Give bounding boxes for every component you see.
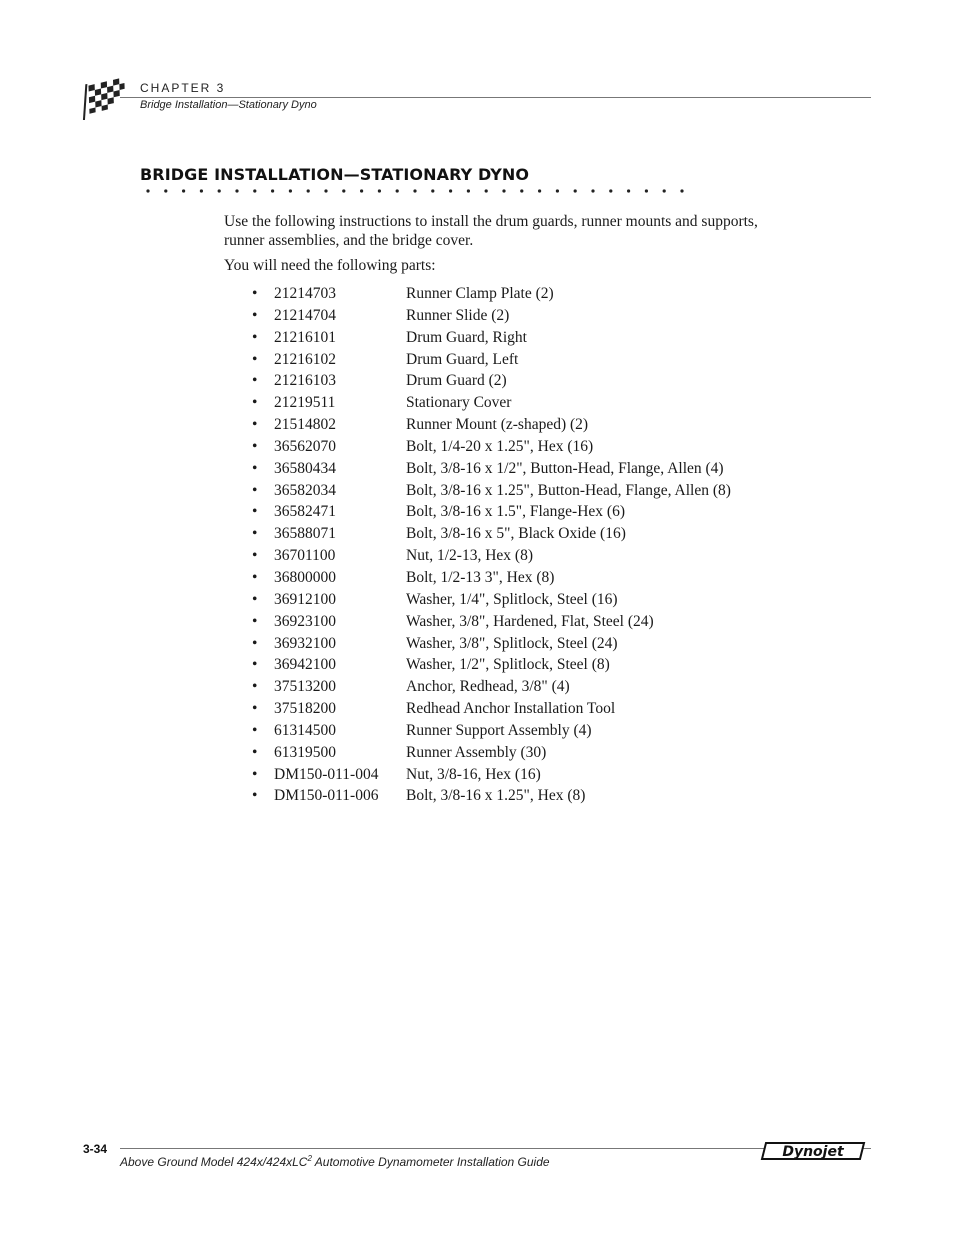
bullet-icon: • xyxy=(252,350,258,368)
part-description: Runner Slide (2) xyxy=(406,306,510,324)
header-subtitle: Bridge Installation—Stationary Dyno xyxy=(140,99,317,111)
part-number: 21514802 xyxy=(274,416,336,434)
part-number: 36923100 xyxy=(274,612,336,630)
part-number: 36800000 xyxy=(274,568,336,586)
part-description: Washer, 3/8", Hardened, Flat, Steel (24) xyxy=(406,612,654,630)
part-number: 36582471 xyxy=(274,503,336,521)
part-description: Washer, 1/2", Splitlock, Steel (8) xyxy=(406,656,610,674)
part-description: Anchor, Redhead, 3/8" (4) xyxy=(406,678,570,696)
part-number: 21214704 xyxy=(274,306,336,324)
part-description: Nut, 1/2-13, Hex (8) xyxy=(406,547,533,565)
part-number: 61314500 xyxy=(274,721,336,739)
brand-name: Dynojet xyxy=(782,1144,844,1160)
part-description: Drum Guard, Right xyxy=(406,328,527,346)
bullet-icon: • xyxy=(252,459,258,477)
part-description: Washer, 3/8", Splitlock, Steel (24) xyxy=(406,634,618,652)
bullet-icon: • xyxy=(252,678,258,696)
footer-rule xyxy=(120,1148,871,1149)
footer-title xyxy=(120,1154,550,1169)
part-number: 36562070 xyxy=(274,437,336,455)
bullet-icon: • xyxy=(252,743,258,761)
part-description: Runner Clamp Plate (2) xyxy=(406,285,554,302)
part-number: 37518200 xyxy=(274,700,336,718)
page-number: 3-34 xyxy=(83,1142,108,1156)
header-rule xyxy=(120,97,871,98)
bullet-icon: • xyxy=(252,306,258,324)
part-description: Bolt, 3/8-16 x 1/2", Button-Head, Flange, Allen (4) xyxy=(406,459,724,477)
part-number: 36932100 xyxy=(274,634,336,652)
part-number: DM150-011-004 xyxy=(274,765,379,783)
bullet-icon: • xyxy=(252,612,258,630)
part-description: Bolt, 3/8-16 x 1.5", Flange-Hex (6) xyxy=(406,503,625,521)
bullet-icon: • xyxy=(252,765,258,783)
bullet-icon: • xyxy=(252,437,258,455)
checkered-flag-icon xyxy=(82,76,132,120)
part-number: 36582034 xyxy=(274,481,336,499)
bullet-icon: • xyxy=(252,547,258,565)
bullet-icon: • xyxy=(252,416,258,434)
part-number: 21219511 xyxy=(274,394,336,412)
bullet-icon: • xyxy=(252,285,258,302)
part-description: Runner Support Assembly (4) xyxy=(406,721,592,739)
bullet-icon: • xyxy=(252,568,258,586)
part-number: 61319500 xyxy=(274,743,336,761)
part-description: Bolt, 3/8-16 x 1.25", Button-Head, Flange, Allen (8) xyxy=(406,481,731,499)
bullet-icon: • xyxy=(252,590,258,608)
part-description: Drum Guard, Left xyxy=(406,350,519,368)
part-number: 36942100 xyxy=(274,656,336,674)
part-number: 36588071 xyxy=(274,525,336,543)
part-description: Bolt, 1/4-20 x 1.25", Hex (16) xyxy=(406,437,594,455)
parts-needed-label: You will need the following parts: xyxy=(224,257,436,274)
bullet-icon: • xyxy=(252,328,258,346)
section-title: BRIDGE INSTALLATION—STATIONARY DYNO xyxy=(140,165,530,184)
part-number: 36701100 xyxy=(274,547,336,565)
dynojet-logo xyxy=(760,1140,866,1162)
part-description: Runner Mount (z-shaped) (2) xyxy=(406,416,589,434)
part-description: Washer, 1/4", Splitlock, Steel (16) xyxy=(406,590,618,608)
bullet-icon: • xyxy=(252,634,258,652)
part-description: Runner Assembly (30) xyxy=(406,743,547,761)
part-description: Bolt, 3/8-16 x 5", Black Oxide (16) xyxy=(406,525,626,543)
bullet-icon: • xyxy=(252,700,258,718)
bullet-icon: • xyxy=(252,525,258,543)
part-description: Nut, 3/8-16, Hex (16) xyxy=(406,765,541,783)
bullet-icon: • xyxy=(252,787,258,805)
part-description: Redhead Anchor Installation Tool xyxy=(406,700,616,718)
part-number: 21216101 xyxy=(274,328,336,346)
footer-title-rest: Automotive Dynamometer Installation Guide xyxy=(311,1155,550,1169)
part-number: 36580434 xyxy=(274,459,336,477)
bullet-icon: • xyxy=(252,656,258,674)
part-number: 21216102 xyxy=(274,350,336,368)
part-number: 37513200 xyxy=(274,678,336,696)
part-number: 36912100 xyxy=(274,590,336,608)
dotted-rule xyxy=(142,180,702,194)
bullet-icon: • xyxy=(252,394,258,412)
footer-title-main: Above Ground Model 424x/424xLC xyxy=(120,1155,308,1169)
intro-paragraph: Use the following instructions to install the drum guards, runner mounts and supports, runner assemblies, and the bridge cover. xyxy=(224,213,758,249)
part-number: DM150-011-006 xyxy=(274,787,379,805)
bullet-icon: • xyxy=(252,503,258,521)
part-description: Drum Guard (2) xyxy=(406,372,507,390)
bullet-icon: • xyxy=(252,481,258,499)
part-description: Stationary Cover xyxy=(406,394,512,412)
footer-title-superscript: 2 xyxy=(307,1154,312,1163)
bullet-icon: • xyxy=(252,372,258,390)
part-number: 21216103 xyxy=(274,372,336,390)
part-number: 21214703 xyxy=(274,285,336,302)
chapter-label: CHAPTER 3 xyxy=(140,81,226,95)
part-description: Bolt, 1/2-13 3", Hex (8) xyxy=(406,568,555,586)
part-description: Bolt, 3/8-16 x 1.25", Hex (8) xyxy=(406,787,586,805)
bullet-icon: • xyxy=(252,721,258,739)
